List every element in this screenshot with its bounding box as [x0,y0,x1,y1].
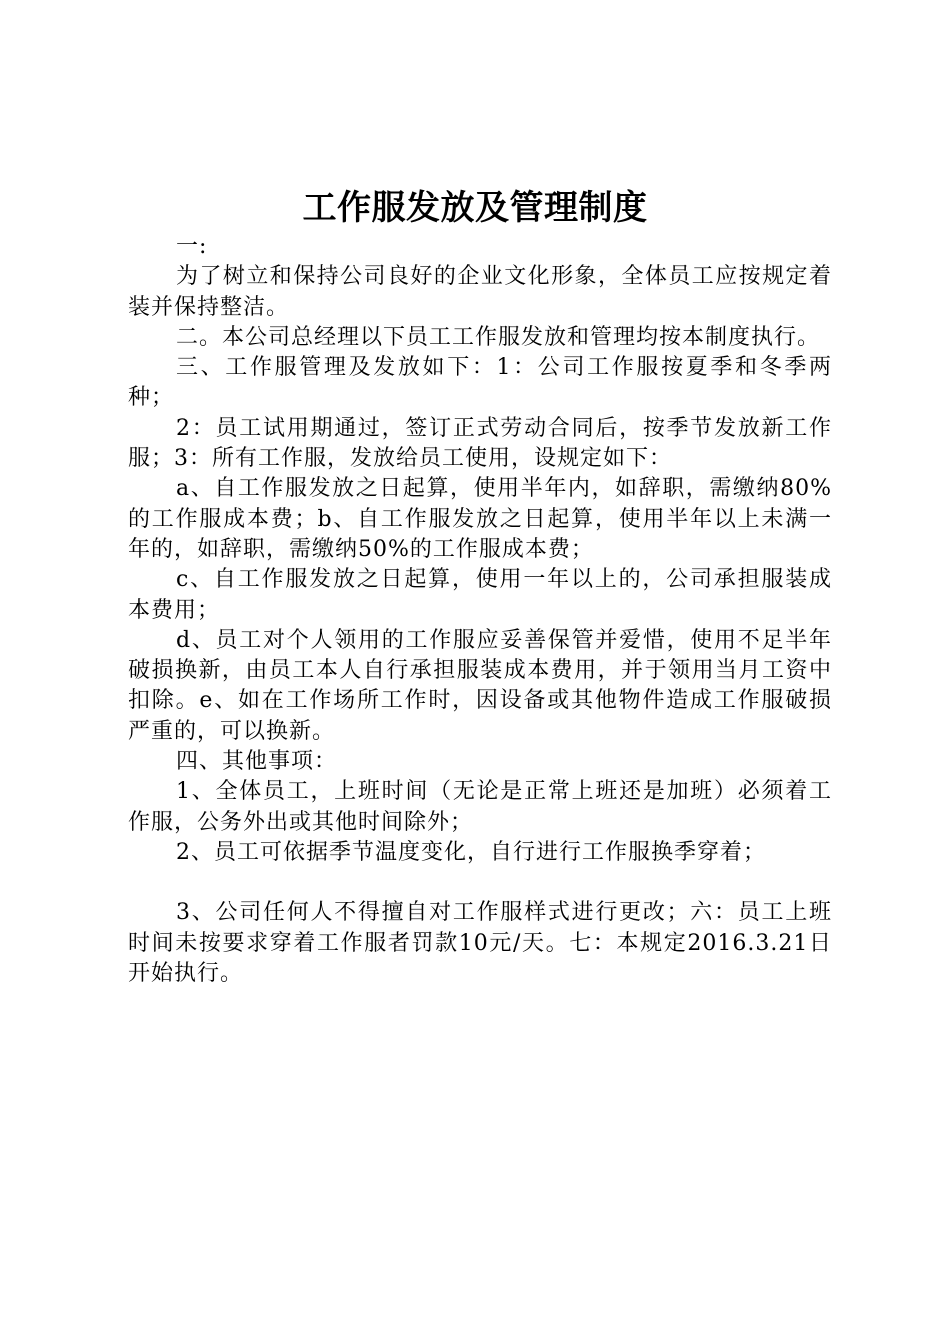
paragraph-rule-a-b: a、自工作服发放之日起算，使用半年内，如辞职，需缴纳80%的工作服成本费；b、自工作服发放之日起算，使用半年以上未满一年的，如辞职，需缴纳50%的工作服成本费； [128,476,832,562]
paragraph-rule-d-e: d、员工对个人领用的工作服应妥善保管并爱惜，使用不足半年破损换新，由员工本人自行承担服装成本费用，并于领用当月工资中扣除。e、如在工作场所工作时，因设备或其他物件造成工作服破损严重的，可以换新。 [128,627,832,744]
paragraph-section-one-heading: 一: [176,234,208,259]
document-title: 工作服发放及管理制度 [302,188,648,228]
paragraph-section-four-heading: 四、其他事项： [176,749,338,775]
paragraph-other-2: 2、员工可依据季节温度变化，自行进行工作服换季穿着； [176,839,766,865]
paragraph-purpose: 为了树立和保持公司良好的企业文化形象，全体员工应按规定着装并保持整洁。 [128,264,832,320]
paragraph-issuance: 2：员工试用期通过，签订正式劳动合同后，按季节发放新工作服；3：所有工作服，发放给员工使用，设规定如下： [128,415,832,472]
paragraph-rule-c: c、自工作服发放之日起算，使用一年以上的，公司承担服装成本费用； [128,567,832,623]
paragraph-management-types: 三、工作服管理及发放如下：1：公司工作服按夏季和冬季两种； [128,355,832,411]
paragraph-scope: 二。本公司总经理以下员工工作服发放和管理均按本制度执行。 [176,324,821,350]
paragraph-other-3: 3、公司任何人不得擅自对工作服样式进行更改；六：员工上班时间未按要求穿着工作服者罚款10元/天。七：本规定2016.3.21日开始执行。 [128,900,832,986]
paragraph-other-1: 1、全体员工，上班时间（无论是正常上班还是加班）必须着工作服，公务外出或其他时间除外； [128,779,832,835]
document-body [128,232,832,989]
